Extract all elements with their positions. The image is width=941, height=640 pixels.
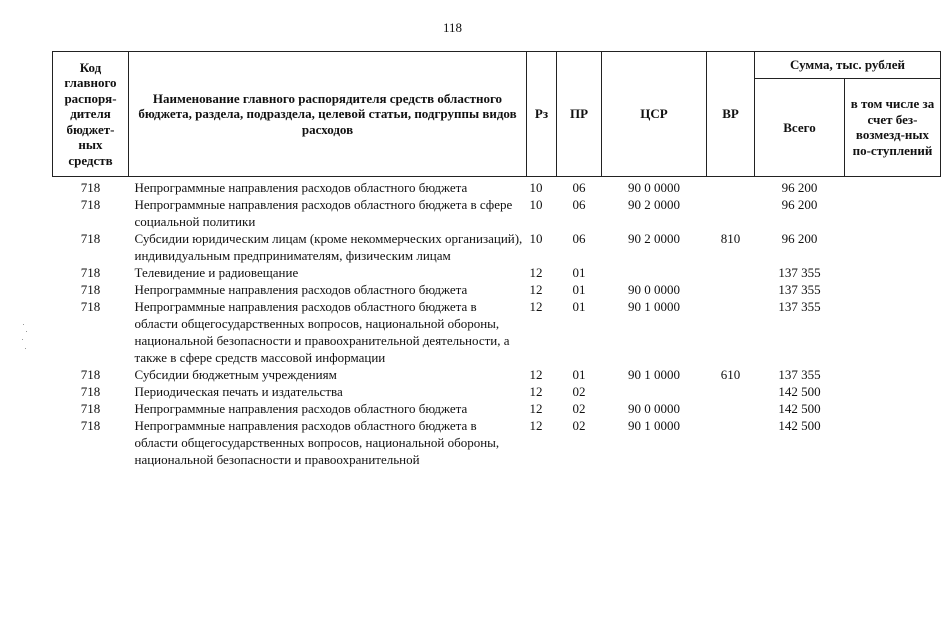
cell-free [845, 417, 941, 468]
cell-csr: 90 1 0000 [628, 418, 680, 433]
table-row [53, 383, 941, 400]
cell-total: 142 500 [778, 384, 821, 399]
cell-csr: 90 0 0000 [628, 282, 680, 297]
cell-vr [707, 264, 755, 281]
header-sum-group: Сумма, тыс. рублей [755, 52, 941, 79]
cell-name: Периодическая печать и издательства [134, 384, 343, 399]
table-row [53, 264, 941, 281]
cell-total: 142 500 [778, 418, 821, 433]
cell-code: 718 [80, 282, 101, 297]
cell-vr: 810 [720, 231, 741, 246]
header-name: Наименование главного распорядителя средств областного бюджета, раздела, подраздела, целевой статьи, подгруппы видов расходов [129, 52, 527, 177]
cell-csr: 90 0 0000 [628, 180, 680, 195]
cell-csr [602, 264, 707, 281]
cell-free [845, 196, 941, 230]
header-vr: ВР [707, 52, 755, 177]
cell-name: Субсидии бюджетным учреждениям [134, 367, 337, 382]
scan-speck [22, 322, 28, 352]
cell-total: 96 200 [781, 197, 818, 212]
cell-pr: 01 [572, 299, 586, 314]
budget-table-container [52, 51, 935, 468]
cell-rz: 12 [529, 265, 543, 280]
table-row [53, 298, 941, 366]
cell-total: 137 355 [778, 299, 821, 314]
table-row [53, 417, 941, 468]
cell-name: Непрограммные направления расходов областного бюджета [134, 401, 468, 416]
cell-csr: 90 2 0000 [628, 197, 680, 212]
cell-free [845, 177, 941, 197]
table-row [53, 400, 941, 417]
cell-code: 718 [80, 197, 101, 212]
cell-rz: 12 [529, 384, 543, 399]
cell-free [845, 383, 941, 400]
cell-rz: 10 [529, 231, 543, 246]
cell-name: Субсидии юридическим лицам (кроме некоммерческих организаций), индивидуальным предпринимателям, физическим лицам [134, 231, 523, 263]
cell-csr [602, 383, 707, 400]
cell-name: Непрограммные направления расходов областного бюджета в области общегосударственных вопросов, национальной обороны, национальной безопасности и правоохранительной деятельности, а также в сфере средств массовой информации [134, 299, 510, 365]
cell-code: 718 [80, 180, 101, 195]
table-header [53, 52, 941, 177]
header-rz: Рз [527, 52, 557, 177]
cell-rz: 12 [529, 282, 543, 297]
header-total: Всего [755, 78, 845, 176]
table-row [53, 196, 941, 230]
header-csr: ЦСР [602, 52, 707, 177]
cell-vr [707, 417, 755, 468]
cell-total: 96 200 [781, 231, 818, 246]
cell-csr: 90 0 0000 [628, 401, 680, 416]
cell-csr: 90 1 0000 [628, 367, 680, 382]
cell-total: 142 500 [778, 401, 821, 416]
header-pr: ПР [557, 52, 602, 177]
cell-free [845, 281, 941, 298]
page-number: 118 [442, 20, 463, 35]
cell-code: 718 [80, 299, 101, 314]
cell-rz: 12 [529, 401, 543, 416]
cell-pr: 06 [572, 231, 586, 246]
cell-csr: 90 1 0000 [628, 299, 680, 314]
table-row [53, 177, 941, 197]
cell-code: 718 [80, 418, 101, 433]
cell-name: Непрограммные направления расходов областного бюджета [134, 282, 468, 297]
table-body [53, 177, 941, 469]
budget-table [52, 51, 941, 468]
cell-free [845, 298, 941, 366]
cell-pr: 06 [572, 197, 586, 212]
cell-code: 718 [80, 401, 101, 416]
cell-total: 96 200 [781, 180, 818, 195]
cell-vr [707, 383, 755, 400]
table-row [53, 230, 941, 264]
cell-free [845, 400, 941, 417]
cell-rz: 12 [529, 299, 543, 314]
cell-vr [707, 400, 755, 417]
header-code: Код главного распоря-дителя бюджет-ных средств [53, 52, 129, 177]
cell-name: Непрограммные направления расходов областного бюджета в сфере социальной политики [134, 197, 513, 229]
cell-code: 718 [80, 231, 101, 246]
cell-pr: 01 [572, 367, 586, 382]
cell-total: 137 355 [778, 265, 821, 280]
cell-rz: 12 [529, 418, 543, 433]
cell-pr: 02 [572, 418, 586, 433]
cell-name: Телевидение и радиовещание [134, 265, 299, 280]
cell-name: Непрограммные направления расходов областного бюджета [134, 180, 468, 195]
table-row [53, 366, 941, 383]
cell-pr: 01 [572, 282, 586, 297]
cell-pr: 01 [572, 265, 586, 280]
cell-code: 718 [80, 367, 101, 382]
cell-total: 137 355 [778, 367, 821, 382]
cell-free [845, 366, 941, 383]
cell-rz: 12 [529, 367, 543, 382]
cell-vr: 610 [720, 367, 741, 382]
cell-rz: 10 [529, 180, 543, 195]
cell-name: Непрограммные направления расходов областного бюджета в области общегосударственных вопросов, национальной обороны, национальной безопасности и правоохранительной [134, 418, 500, 467]
cell-free [845, 230, 941, 264]
table-row [53, 281, 941, 298]
header-free: в том числе за счет без-возмезд-ных по-ступлений [845, 78, 941, 176]
cell-vr [707, 196, 755, 230]
cell-vr [707, 281, 755, 298]
cell-vr [707, 298, 755, 366]
cell-vr [707, 177, 755, 197]
cell-free [845, 264, 941, 281]
cell-rz: 10 [529, 197, 543, 212]
cell-code: 718 [80, 265, 101, 280]
cell-code: 718 [80, 384, 101, 399]
cell-pr: 06 [572, 180, 586, 195]
cell-total: 137 355 [778, 282, 821, 297]
cell-pr: 02 [572, 384, 586, 399]
cell-csr: 90 2 0000 [628, 231, 680, 246]
cell-pr: 02 [572, 401, 586, 416]
